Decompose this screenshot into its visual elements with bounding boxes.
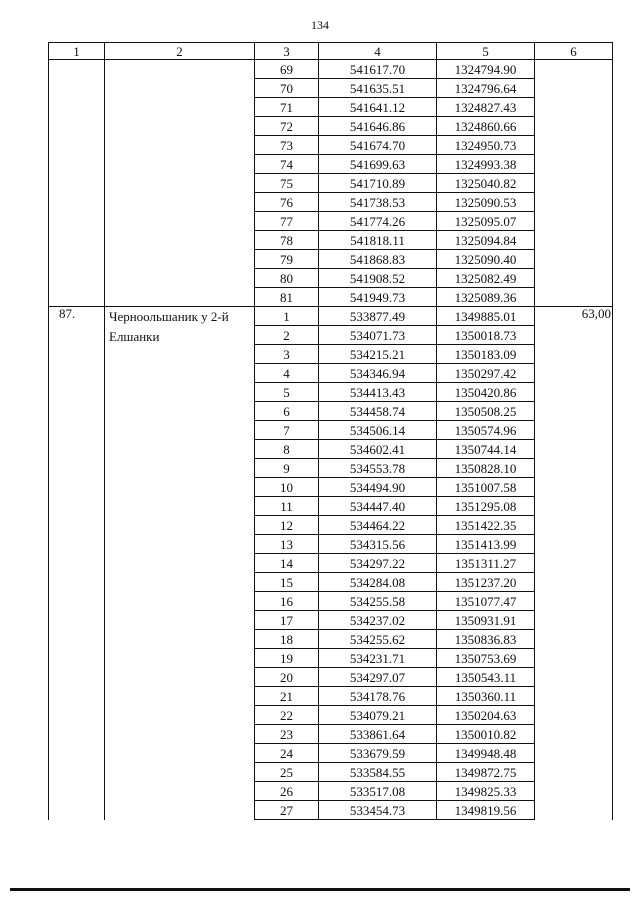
point-number: 20 <box>255 668 319 687</box>
coordinate-y: 1351311.27 <box>437 554 535 573</box>
coordinate-x: 534237.02 <box>319 611 437 630</box>
coordinate-x: 534297.07 <box>319 668 437 687</box>
point-number: 10 <box>255 478 319 497</box>
coordinate-x: 541774.26 <box>319 212 437 231</box>
point-number: 12 <box>255 516 319 535</box>
page-number: 134 <box>311 18 329 32</box>
coordinate-y: 1350297.42 <box>437 364 535 383</box>
coordinate-y: 1350010.82 <box>437 725 535 744</box>
point-number: 5 <box>255 383 319 402</box>
point-number: 11 <box>255 497 319 516</box>
point-number: 72 <box>255 117 319 136</box>
coordinate-x: 534346.94 <box>319 364 437 383</box>
coordinate-x: 534079.21 <box>319 706 437 725</box>
coordinate-y: 1350543.11 <box>437 668 535 687</box>
coordinate-x: 534255.58 <box>319 592 437 611</box>
table-row <box>49 307 613 326</box>
coordinate-x: 541868.83 <box>319 250 437 269</box>
point-number: 77 <box>255 212 319 231</box>
coordinate-y: 1350360.11 <box>437 687 535 706</box>
coordinate-x: 534297.22 <box>319 554 437 573</box>
coordinate-y: 1350183.09 <box>437 345 535 364</box>
point-number: 71 <box>255 98 319 117</box>
column-header: 6 <box>535 43 613 60</box>
point-number: 69 <box>255 60 319 79</box>
coordinate-x: 534494.90 <box>319 478 437 497</box>
point-number: 27 <box>255 801 319 820</box>
coordinate-y: 1349948.48 <box>437 744 535 763</box>
coordinate-x: 541738.53 <box>319 193 437 212</box>
coordinate-y: 1350828.10 <box>437 459 535 478</box>
column-header: 4 <box>319 43 437 60</box>
coordinate-y: 1350753.69 <box>437 649 535 668</box>
coordinate-x: 541908.52 <box>319 269 437 288</box>
point-number: 17 <box>255 611 319 630</box>
coordinate-x: 541674.70 <box>319 136 437 155</box>
point-number: 18 <box>255 630 319 649</box>
point-number: 22 <box>255 706 319 725</box>
object-area <box>535 60 613 307</box>
point-number: 78 <box>255 231 319 250</box>
point-number: 81 <box>255 288 319 307</box>
coordinate-y: 1325094.84 <box>437 231 535 250</box>
column-header: 5 <box>437 43 535 60</box>
coordinate-y: 1324993.38 <box>437 155 535 174</box>
coordinate-x: 534464.22 <box>319 516 437 535</box>
coordinate-x: 534553.78 <box>319 459 437 478</box>
coordinate-x: 541710.89 <box>319 174 437 193</box>
point-number: 16 <box>255 592 319 611</box>
point-number: 6 <box>255 402 319 421</box>
coordinate-y: 1349885.01 <box>437 307 535 326</box>
point-number: 24 <box>255 744 319 763</box>
footer-rule <box>10 888 630 891</box>
object-area: 63,00 <box>535 307 613 820</box>
coordinate-x: 534071.73 <box>319 326 437 345</box>
coordinate-x: 534284.08 <box>319 573 437 592</box>
point-number: 26 <box>255 782 319 801</box>
point-number: 8 <box>255 440 319 459</box>
point-number: 14 <box>255 554 319 573</box>
coordinate-y: 1350508.25 <box>437 402 535 421</box>
coordinate-x: 533861.64 <box>319 725 437 744</box>
point-number: 9 <box>255 459 319 478</box>
column-header: 2 <box>105 43 255 60</box>
coordinate-y: 1350931.91 <box>437 611 535 630</box>
object-name: Черноольшаник у 2-й Елшанки <box>105 307 255 820</box>
coordinate-x: 534255.62 <box>319 630 437 649</box>
object-number <box>49 60 105 307</box>
coordinate-y: 1351237.20 <box>437 573 535 592</box>
table-row <box>49 60 613 79</box>
coordinate-y: 1351295.08 <box>437 497 535 516</box>
coordinate-x: 541818.11 <box>319 231 437 250</box>
coordinate-x: 534178.76 <box>319 687 437 706</box>
coordinate-y: 1350420.86 <box>437 383 535 402</box>
coordinate-x: 541699.63 <box>319 155 437 174</box>
point-number: 13 <box>255 535 319 554</box>
point-number: 7 <box>255 421 319 440</box>
coordinate-y: 1325082.49 <box>437 269 535 288</box>
table-body <box>49 60 613 820</box>
coordinate-y: 1325090.53 <box>437 193 535 212</box>
coordinate-x: 534506.14 <box>319 421 437 440</box>
point-number: 73 <box>255 136 319 155</box>
coordinate-y: 1351077.47 <box>437 592 535 611</box>
coordinate-y: 1324794.90 <box>437 60 535 79</box>
coordinate-y: 1351413.99 <box>437 535 535 554</box>
coordinate-x: 534215.21 <box>319 345 437 364</box>
column-header: 1 <box>49 43 105 60</box>
coordinate-y: 1349872.75 <box>437 763 535 782</box>
coordinate-x: 534458.74 <box>319 402 437 421</box>
coordinate-y: 1350204.63 <box>437 706 535 725</box>
coordinate-y: 1350744.14 <box>437 440 535 459</box>
coordinate-y: 1351007.58 <box>437 478 535 497</box>
object-name <box>105 60 255 307</box>
coordinate-x: 534413.43 <box>319 383 437 402</box>
coordinate-x: 534447.40 <box>319 497 437 516</box>
point-number: 3 <box>255 345 319 364</box>
point-number: 4 <box>255 364 319 383</box>
coordinate-y: 1325095.07 <box>437 212 535 231</box>
coordinates-table <box>48 42 613 820</box>
coordinate-x: 534231.71 <box>319 649 437 668</box>
point-number: 75 <box>255 174 319 193</box>
coordinate-x: 541635.51 <box>319 79 437 98</box>
object-number: 87. <box>49 307 105 820</box>
coordinate-y: 1324860.66 <box>437 117 535 136</box>
coordinate-x: 533454.73 <box>319 801 437 820</box>
coordinate-x: 541641.12 <box>319 98 437 117</box>
point-number: 70 <box>255 79 319 98</box>
coordinate-y: 1324796.64 <box>437 79 535 98</box>
coordinate-y: 1325089.36 <box>437 288 535 307</box>
point-number: 79 <box>255 250 319 269</box>
coordinate-y: 1350574.96 <box>437 421 535 440</box>
point-number: 1 <box>255 307 319 326</box>
point-number: 76 <box>255 193 319 212</box>
table-header-row <box>49 43 613 60</box>
coordinate-x: 533877.49 <box>319 307 437 326</box>
point-number: 21 <box>255 687 319 706</box>
coordinate-x: 533679.59 <box>319 744 437 763</box>
point-number: 74 <box>255 155 319 174</box>
column-header: 3 <box>255 43 319 60</box>
coordinate-x: 541646.86 <box>319 117 437 136</box>
coordinate-y: 1349819.56 <box>437 801 535 820</box>
coordinate-x: 534315.56 <box>319 535 437 554</box>
point-number: 19 <box>255 649 319 668</box>
coordinate-x: 533584.55 <box>319 763 437 782</box>
coordinate-y: 1325040.82 <box>437 174 535 193</box>
coordinate-y: 1349825.33 <box>437 782 535 801</box>
coordinate-x: 541949.73 <box>319 288 437 307</box>
coordinate-y: 1324950.73 <box>437 136 535 155</box>
point-number: 25 <box>255 763 319 782</box>
point-number: 2 <box>255 326 319 345</box>
coordinate-y: 1351422.35 <box>437 516 535 535</box>
point-number: 15 <box>255 573 319 592</box>
coordinate-y: 1350836.83 <box>437 630 535 649</box>
point-number: 23 <box>255 725 319 744</box>
coordinate-x: 534602.41 <box>319 440 437 459</box>
coordinate-y: 1350018.73 <box>437 326 535 345</box>
point-number: 80 <box>255 269 319 288</box>
coordinate-x: 533517.08 <box>319 782 437 801</box>
coordinate-x: 541617.70 <box>319 60 437 79</box>
coordinate-y: 1324827.43 <box>437 98 535 117</box>
coordinate-y: 1325090.40 <box>437 250 535 269</box>
